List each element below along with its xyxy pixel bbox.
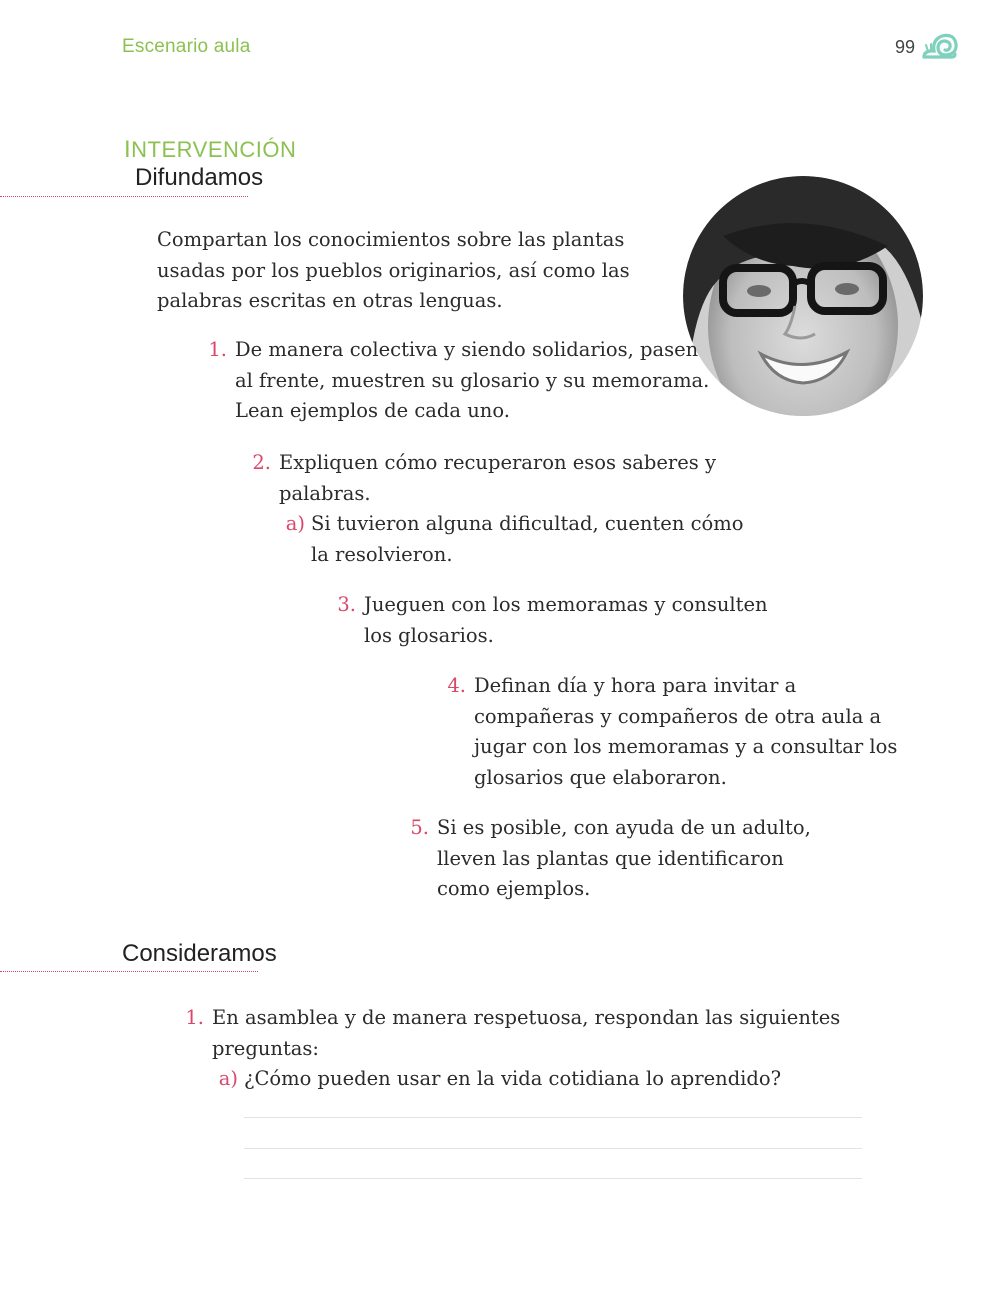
list-number: 3. bbox=[337, 593, 356, 616]
list-item-line: como ejemplos. bbox=[437, 877, 591, 900]
list-number: 5. bbox=[410, 816, 429, 839]
intro-paragraph bbox=[157, 225, 630, 317]
list-item-line: Si es posible, con ayuda de un adulto, bbox=[437, 816, 811, 839]
intro-line: palabras escritas en otras lenguas. bbox=[157, 289, 503, 312]
answer-line[interactable] bbox=[244, 1178, 862, 1179]
list-number: 1. bbox=[208, 338, 227, 361]
answer-line[interactable] bbox=[244, 1117, 862, 1118]
list-item-line: glosarios que elaboraron. bbox=[474, 765, 727, 789]
intro-line: Compartan los conocimientos sobre las plantas bbox=[157, 228, 625, 251]
list-item bbox=[337, 590, 768, 651]
list-item-line: los glosarios. bbox=[364, 623, 494, 647]
page-number: 99 bbox=[895, 37, 916, 57]
sub-list-item bbox=[285, 509, 744, 570]
list-item-line: ¿Cómo pueden usar en la vida cotidiana lo aprendido? bbox=[244, 1067, 782, 1090]
section-title-consideramos: Consideramos bbox=[122, 940, 277, 967]
section-kicker bbox=[124, 136, 296, 164]
snail-icon bbox=[922, 30, 958, 62]
list-item-line: la resolvieron. bbox=[311, 542, 453, 566]
running-header-section: Escenario aula bbox=[122, 36, 251, 57]
list-number: 2. bbox=[252, 451, 271, 474]
list-item-line: En asamblea y de manera respetuosa, respondan las siguientes bbox=[212, 1006, 841, 1029]
list-item bbox=[185, 1003, 841, 1064]
list-item-line: Expliquen cómo recuperaron esos saberes y bbox=[279, 451, 716, 474]
list-item-line: Jueguen con los memoramas y consulten bbox=[364, 593, 768, 616]
student-portrait bbox=[683, 176, 923, 416]
list-item-line: lleven las plantas que identificaron bbox=[437, 846, 784, 870]
section-divider bbox=[0, 971, 258, 972]
list-item bbox=[208, 335, 710, 427]
sub-list-letter: a) bbox=[218, 1067, 238, 1090]
intro-line: usadas por los pueblos originarios, así como las bbox=[157, 258, 630, 282]
list-item-line: jugar con los memoramas y a consultar los bbox=[474, 735, 898, 758]
list-item bbox=[252, 448, 716, 509]
list-item bbox=[447, 671, 898, 793]
list-number: 1. bbox=[185, 1006, 204, 1029]
section-title-difundamos: Difundamos bbox=[135, 164, 264, 191]
list-item-line: compañeras y compañeros de otra aula a bbox=[474, 704, 882, 728]
list-item-line: Lean ejemplos de cada uno. bbox=[235, 399, 510, 422]
list-item-line: Si tuvieron alguna dificultad, cuenten cómo bbox=[311, 512, 744, 535]
list-number: 4. bbox=[447, 674, 466, 697]
list-item-line: preguntas: bbox=[212, 1036, 319, 1060]
list-item bbox=[410, 813, 811, 905]
list-item-line: Definan día y hora para invitar a bbox=[474, 674, 797, 697]
section-kicker-rest: NTERVENCIÓN bbox=[131, 137, 297, 162]
answer-line[interactable] bbox=[244, 1148, 862, 1149]
section-kicker-initial: I bbox=[124, 136, 132, 163]
sub-list-letter: a) bbox=[285, 512, 305, 535]
list-item-line: palabras. bbox=[279, 481, 371, 505]
sub-list-item bbox=[218, 1064, 782, 1095]
list-item-line: al frente, muestren su glosario y su memorama. bbox=[235, 368, 710, 392]
section-divider bbox=[0, 196, 248, 197]
list-item-line: De manera colectiva y siendo solidarios, pasen bbox=[235, 338, 699, 361]
